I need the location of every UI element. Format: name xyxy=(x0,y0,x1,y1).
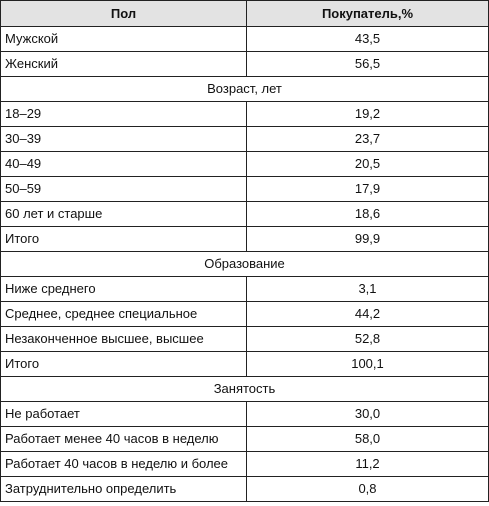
row-value: 56,5 xyxy=(247,52,489,77)
row-value: 11,2 xyxy=(247,452,489,477)
row-value: 44,2 xyxy=(247,302,489,327)
row-label: Среднее, среднее специальное xyxy=(1,302,247,327)
row-label: 50–59 xyxy=(1,177,247,202)
row-value: 100,1 xyxy=(247,352,489,377)
table-row xyxy=(1,402,489,427)
table-row xyxy=(1,152,489,177)
table-row xyxy=(1,27,489,52)
table-row-total xyxy=(1,352,489,377)
section-title-age: Возраст, лет xyxy=(1,77,489,102)
row-value: 99,9 xyxy=(247,227,489,252)
table-row xyxy=(1,127,489,152)
table-row xyxy=(1,452,489,477)
row-label: 18–29 xyxy=(1,102,247,127)
row-label: Работает менее 40 часов в неделю xyxy=(1,427,247,452)
section-row-education xyxy=(1,252,489,277)
row-label: Итого xyxy=(1,352,247,377)
section-row-employment xyxy=(1,377,489,402)
row-label: Мужской xyxy=(1,27,247,52)
header-buyer-percent: Покупатель,% xyxy=(247,1,489,27)
row-label: Незаконченное высшее, высшее xyxy=(1,327,247,352)
row-value: 43,5 xyxy=(247,27,489,52)
row-value: 19,2 xyxy=(247,102,489,127)
row-label: 60 лет и старше xyxy=(1,202,247,227)
row-value: 30,0 xyxy=(247,402,489,427)
row-label: Не работает xyxy=(1,402,247,427)
row-value: 17,9 xyxy=(247,177,489,202)
table-row xyxy=(1,202,489,227)
table-header-row xyxy=(1,1,489,27)
table-row xyxy=(1,277,489,302)
row-label: 40–49 xyxy=(1,152,247,177)
row-label: Ниже среднего xyxy=(1,277,247,302)
row-label: Работает 40 часов в неделю и более xyxy=(1,452,247,477)
table-row xyxy=(1,102,489,127)
row-label: Женский xyxy=(1,52,247,77)
row-value: 3,1 xyxy=(247,277,489,302)
row-value: 18,6 xyxy=(247,202,489,227)
table-row xyxy=(1,177,489,202)
table-row-total xyxy=(1,227,489,252)
row-value: 20,5 xyxy=(247,152,489,177)
section-title-education: Образование xyxy=(1,252,489,277)
row-value: 58,0 xyxy=(247,427,489,452)
table-row xyxy=(1,427,489,452)
row-label: Итого xyxy=(1,227,247,252)
row-value: 52,8 xyxy=(247,327,489,352)
table-row xyxy=(1,477,489,502)
table-row xyxy=(1,52,489,77)
row-value: 23,7 xyxy=(247,127,489,152)
header-gender: Пол xyxy=(1,1,247,27)
table-row xyxy=(1,327,489,352)
row-label: Затруднительно определить xyxy=(1,477,247,502)
section-title-employment: Занятость xyxy=(1,377,489,402)
section-row-age xyxy=(1,77,489,102)
table-row xyxy=(1,302,489,327)
row-label: 30–39 xyxy=(1,127,247,152)
row-value: 0,8 xyxy=(247,477,489,502)
